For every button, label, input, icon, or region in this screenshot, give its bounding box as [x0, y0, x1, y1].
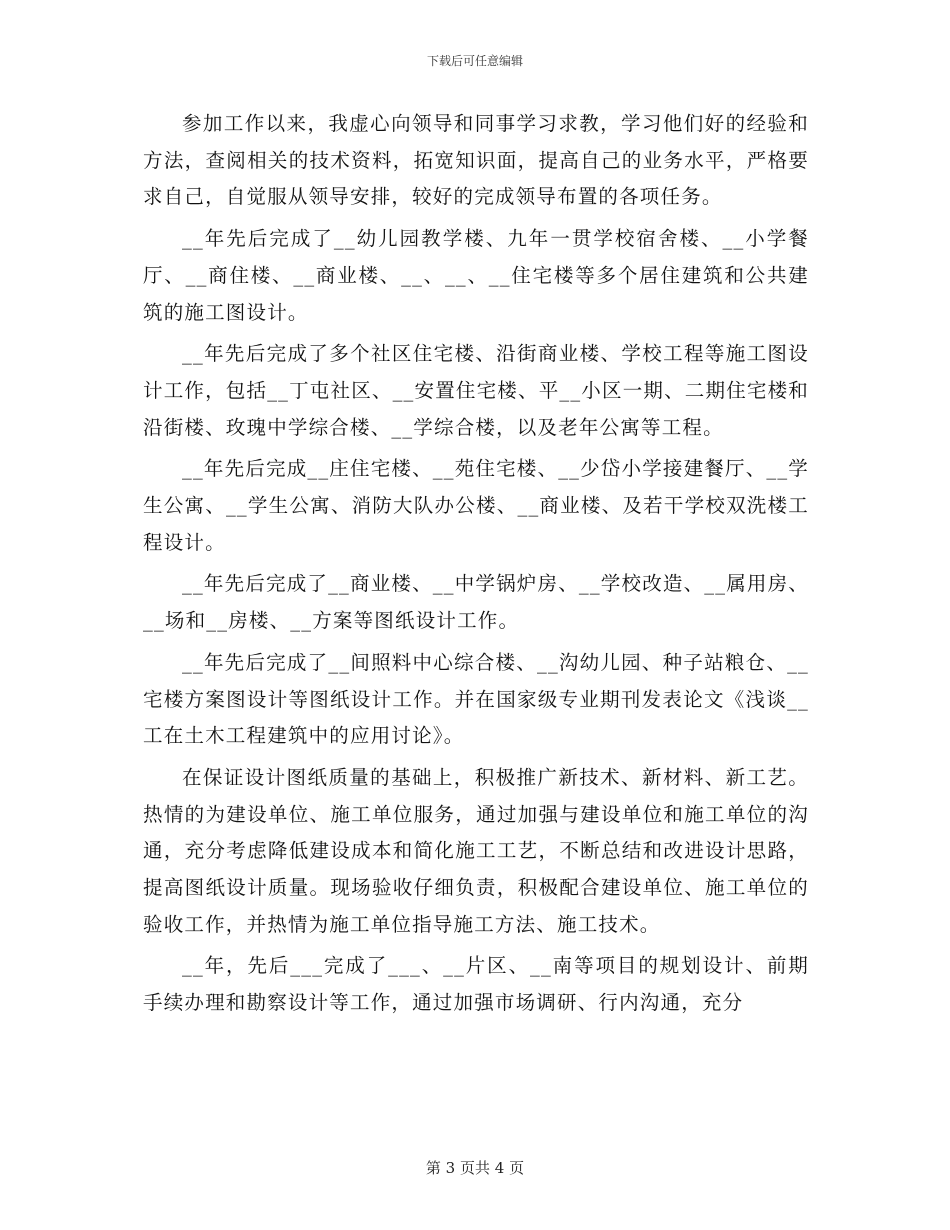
paragraph-4: __年先后完成__庄住宅楼、__苑住宅楼、__少岱小学接建餐厅、__学生公寓、__学生公寓、消防大队办公楼、__商业楼、及若干学校双洗楼工程设计。: [143, 457, 810, 554]
paragraph-1: 参加工作以来，我虚心向领导和同事学习求教，学习他们好的经验和方法，查阅相关的技术资料，拓宽知识面，提高自己的业务水平，严格要求自己，自觉服从领导安排，较好的完成领导布置的各项任务。: [143, 112, 809, 209]
document-body: [143, 106, 809, 1027]
paragraph-8: __年，先后___完成了___、__片区、__南等项目的规划设计、前期手续办理和勘察设计等工作，通过加强市场调研、行内沟通，充分: [143, 954, 809, 1015]
page-header: 下载后可任意编辑: [426, 54, 523, 68]
paragraph-5: __年先后完成了__商业楼、__中学锅炉房、__学校改造、__属用房、__场和__房楼、__方案等图纸设计工作。: [143, 572, 810, 633]
paragraph-6: __年先后完成了__间照料中心综合楼、__沟幼儿园、种子站粮仓、__宅楼方案图设计等图纸设计工作。并在国家级专业期刊发表论文《浅谈__工在土木工程建筑中的应用讨论》。: [143, 650, 809, 748]
page-footer: 第 3 页共 4 页: [425, 1159, 525, 1177]
paragraph-3: __年先后完成了多个社区住宅楼、沿街商业楼、学校工程等施工图设计工作，包括__丁屯社区、__安置住宅楼、平__小区一期、二期住宅楼和沿街楼、玫瑰中学综合楼、__学综合楼，以及老年公寓等工程。: [143, 342, 810, 439]
paragraph-2: __年先后完成了__幼儿园教学楼、九年一贯学校宿舍楼、__小学餐厅、__商住楼、__商业楼、__、__、__住宅楼等多个居住建筑和公共建筑的施工图设计。: [143, 227, 809, 324]
paragraph-7: 在保证设计图纸质量的基础上，积极推广新技术、新材料、新工艺。热情的为建设单位、施工单位服务，通过加强与建设单位和施工单位的沟通，充分考虑降低建设成本和简化施工工艺，不断总结和改进设计思路，提高图纸设计质量。现场验收仔细负责，积极配合建设单位、施工单位的验收工作，并热情为施工单位指导施工方法、施工技术。: [143, 765, 809, 936]
